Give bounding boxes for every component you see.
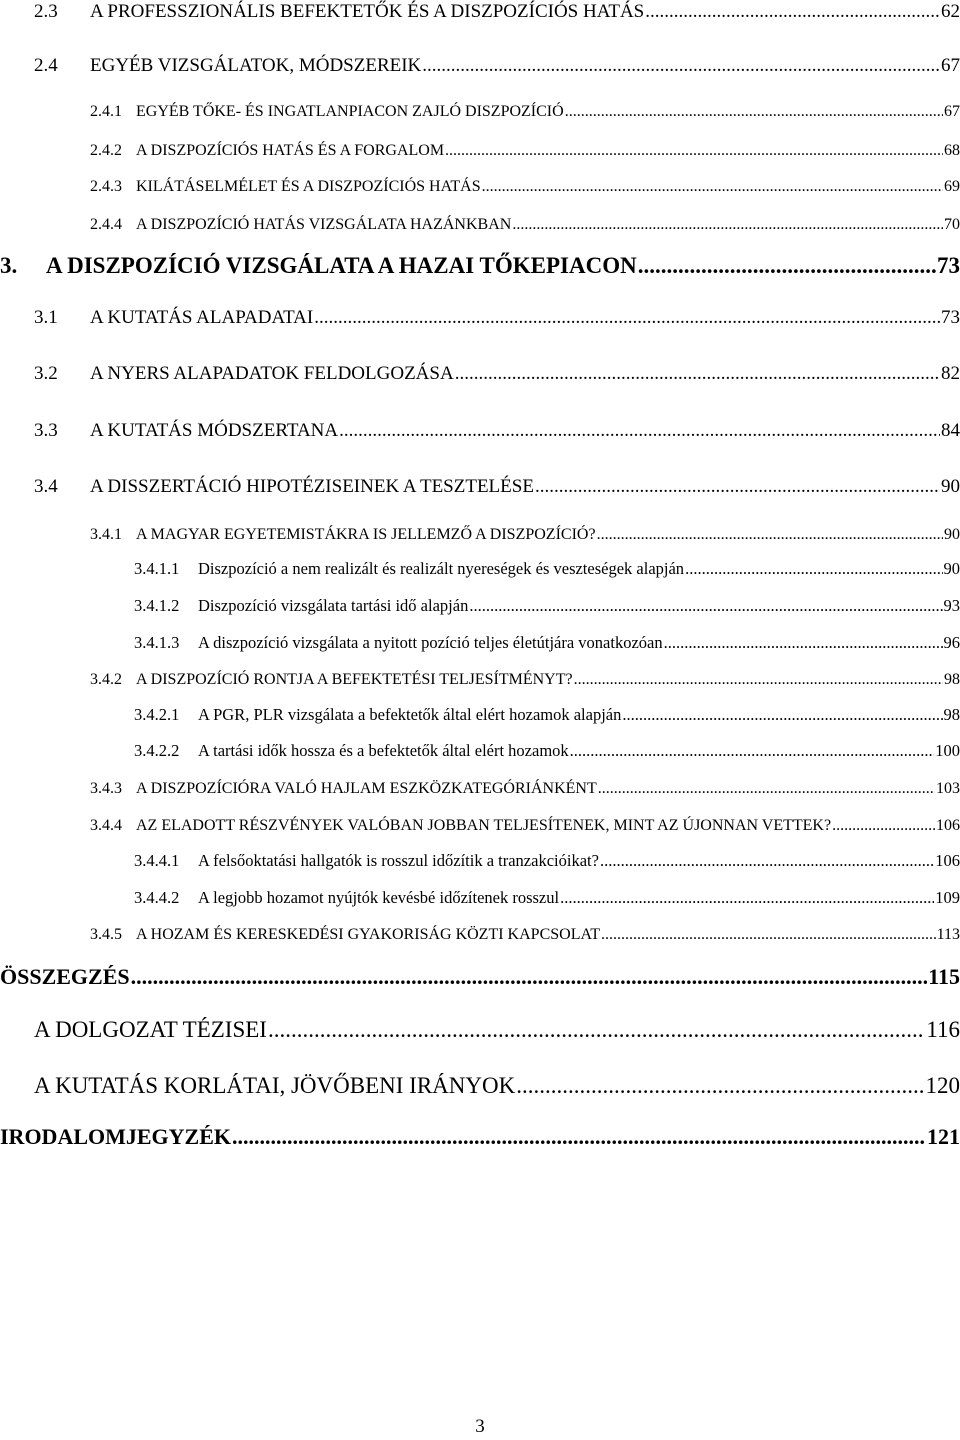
toc-entry-3-4-1-3 [134, 635, 960, 652]
toc-entry-title: A DISZPOZÍCIÓ RONTJA A BEFEKTETÉSI TELJESÍTMÉNYT? [136, 671, 573, 688]
toc-entry-3-4-3 [90, 781, 960, 797]
toc-entry-title: A DISZPOZÍCIÓS HATÁS ÉS A FORGALOM [136, 142, 445, 159]
toc-entry-page: 67 [941, 55, 960, 76]
toc-entry-page: 68 [944, 142, 960, 159]
toc-entry-page: 113 [936, 926, 960, 943]
toc-entry-3-4-2-2 [134, 743, 960, 760]
toc-entry-page: 120 [925, 1073, 960, 1098]
toc-dot-leader [535, 477, 940, 496]
toc-entry-2-3 [34, 2, 960, 21]
toc-entry-number: 3.3 [34, 420, 58, 441]
toc-dot-leader [482, 179, 943, 195]
toc-dot-leader [469, 598, 942, 615]
toc-entry-page: 98 [944, 671, 960, 688]
toc-dot-leader [314, 308, 940, 327]
toc-entry-number: 3.4.1 [90, 526, 122, 543]
toc-entry-3-4-4-2 [134, 890, 960, 907]
toc-dot-leader [422, 56, 940, 75]
toc-dot-leader [645, 2, 940, 21]
toc-entry-page: 90 [941, 476, 960, 497]
toc-entry-3-3 [34, 421, 960, 440]
toc-dot-leader [570, 743, 935, 760]
toc-entry-3-4-2 [90, 672, 960, 688]
toc-entry-title: IRODALOMJEGYZÉK [0, 1124, 232, 1149]
toc-entry-title: A DOLGOZAT TÉZISEI [34, 1017, 267, 1042]
toc-entry-title: A PROFESSZIONÁLIS BEFEKTETŐK ÉS A DISZPOZÍCIÓS HATÁS [90, 1, 645, 22]
toc-entry-number: 2.4.1 [90, 103, 122, 120]
toc-dot-leader [598, 781, 935, 797]
toc-entry-2-4-2 [90, 143, 960, 159]
toc-entry-page: 103 [936, 780, 960, 797]
toc-entry-title: A KUTATÁS KORLÁTAI, JÖVŐBENI IRÁNYOK [34, 1073, 516, 1098]
toc-entry-number: 3.4.1.2 [134, 596, 180, 615]
toc-entry-title: EGYÉB VIZSGÁLATOK, MÓDSZEREIK [90, 55, 422, 76]
toc-entry-title: A DISZPOZÍCIÓ HATÁS VIZSGÁLATA HAZÁNKBAN [136, 216, 512, 233]
toc-entry-title: A DISZPOZÍCIÓ VIZSGÁLATA A HAZAI TŐKEPIACON [46, 253, 637, 278]
toc-entry-number: 3.4.2.1 [134, 705, 180, 724]
toc-dot-leader [560, 890, 934, 907]
toc-entry-osszegzes [0, 966, 960, 988]
toc-entry-number: 2.4.2 [90, 142, 122, 159]
toc-entry-tezisek [34, 1018, 960, 1041]
toc-entry-3-4-1-1 [134, 561, 960, 578]
toc-entry-title: A felsőoktatási hallgatók is rosszul időzítik a tranzakcióikat? [198, 851, 599, 870]
toc-entry-page: 70 [944, 216, 960, 233]
toc-entry-page: 116 [926, 1017, 960, 1042]
toc-entry-3-4-1 [90, 527, 960, 543]
toc-dot-leader [601, 927, 936, 943]
toc-entry-3-4-4-1 [134, 853, 960, 870]
toc-entry-page: 100 [935, 741, 960, 760]
toc-entry-number: 3.4.1.1 [134, 559, 180, 578]
toc-entry-3-1 [34, 308, 960, 327]
toc-entry-page: 106 [935, 851, 960, 870]
toc-dot-leader [232, 1126, 926, 1148]
toc-entry-3-4 [34, 477, 960, 496]
toc-entry-number: 2.4 [34, 55, 58, 76]
toc-entry-title: Diszpozíció a nem realizált és realizált nyereségek és veszteségek alapján [198, 559, 685, 578]
toc-dot-leader [597, 527, 943, 543]
toc-entry-title: A PGR, PLR vizsgálata a befektetők által elért hozamok alapján [198, 705, 622, 724]
toc-entry-page: 73 [941, 307, 960, 328]
toc-entry-page: 84 [941, 420, 960, 441]
toc-entry-number: 3.4.4 [90, 817, 122, 834]
toc-entry-title: A DISZPOZÍCIÓRA VALÓ HAJLAM ESZKÖZKATEGÓRIÁNKÉNT [136, 780, 597, 797]
toc-entry-page: 98 [943, 705, 960, 724]
toc-entry-2-4 [34, 56, 960, 75]
toc-entry-2-4-4 [90, 217, 960, 233]
toc-entry-page: 90 [943, 559, 960, 578]
toc-entry-number: 3.4 [34, 476, 58, 497]
toc-dot-leader [512, 217, 943, 233]
toc-entry-irodalomjegyzek [0, 1126, 960, 1148]
toc-entry-number: 3.4.1.3 [134, 633, 180, 652]
toc-entry-title: A HOZAM ÉS KERESKEDÉSI GYAKORISÁG KÖZTI KAPCSOLAT [136, 926, 601, 943]
toc-entry-number: 3.4.4.2 [134, 888, 180, 907]
toc-entry-number: 3. [0, 253, 18, 278]
toc-entry-korlatok [34, 1074, 960, 1097]
page-number: 3 [475, 1416, 485, 1437]
toc-entry-3-4-2-1 [134, 707, 960, 724]
toc-dot-leader [268, 1018, 925, 1041]
toc-entry-title: A legjobb hozamot nyújtók kevésbé időzítenek rosszul [198, 888, 560, 907]
toc-dot-leader [832, 818, 935, 834]
toc-dot-leader [685, 561, 942, 578]
toc-entry-page: 82 [941, 363, 960, 384]
toc-entry-title: KILÁTÁSELMÉLET ÉS A DISZPOZÍCIÓS HATÁS [136, 178, 481, 195]
toc-entry-3-2 [34, 364, 960, 383]
toc-dot-leader [600, 853, 934, 870]
toc-entry-3 [0, 254, 960, 277]
toc-entry-number: 3.2 [34, 363, 58, 384]
toc-entry-number: 2.3 [34, 1, 58, 22]
toc-entry-page: 90 [944, 526, 960, 543]
toc-dot-leader [565, 104, 943, 120]
toc-entry-page: 67 [944, 103, 960, 120]
toc-dot-leader [664, 635, 943, 652]
toc-entry-page: 73 [937, 253, 960, 278]
toc-entry-2-4-1 [90, 104, 960, 120]
toc-entry-number: 3.1 [34, 307, 58, 328]
toc-entry-3-4-4 [90, 818, 960, 834]
toc-entry-page: 109 [935, 888, 960, 907]
toc-entry-page: 96 [943, 633, 960, 652]
toc-entry-3-4-1-2 [134, 598, 960, 615]
toc-dot-leader [638, 254, 936, 277]
toc-entry-page: 106 [936, 817, 960, 834]
toc-entry-title: AZ ELADOTT RÉSZVÉNYEK VALÓBAN JOBBAN TELJESÍTENEK, MINT AZ ÚJONNAN VETTEK? [136, 817, 832, 834]
toc-entry-title: A diszpozíció vizsgálata a nyitott pozíció teljes életútjára vonatkozóan [198, 633, 663, 652]
toc-dot-leader [516, 1074, 924, 1097]
toc-entry-title: A tartási idők hossza és a befektetők által elért hozamok [198, 741, 569, 760]
toc-dot-leader [131, 966, 928, 988]
toc-entry-title: A NYERS ALAPADATOK FELDOLGOZÁSA [90, 363, 454, 384]
toc-entry-number: 3.4.5 [90, 926, 122, 943]
toc-entry-title: A MAGYAR EGYETEMISTÁKRA IS JELLEMZŐ A DISZPOZÍCIÓ? [136, 526, 596, 543]
toc-dot-leader [622, 707, 942, 724]
toc-dot-leader [455, 364, 940, 383]
toc-entry-title: Diszpozíció vizsgálata tartási idő alapján [198, 596, 469, 615]
toc-entry-page: 93 [943, 596, 960, 615]
toc-entry-page: 115 [928, 964, 960, 989]
toc-entry-number: 3.4.2 [90, 671, 122, 688]
toc-entry-page: 121 [927, 1124, 960, 1149]
toc-entry-title: ÖSSZEGZÉS [0, 964, 130, 989]
toc-entry-number: 2.4.4 [90, 216, 122, 233]
toc-entry-3-4-5 [90, 927, 960, 943]
toc-entry-title: EGYÉB TŐKE- ÉS INGATLANPIACON ZAJLÓ DISZPOZÍCIÓ [136, 103, 564, 120]
toc-entry-number: 3.4.2.2 [134, 741, 180, 760]
toc-entry-title: A KUTATÁS MÓDSZERTANA [90, 420, 339, 441]
toc-dot-leader [574, 672, 943, 688]
toc-entry-number: 2.4.3 [90, 178, 122, 195]
toc-entry-title: A KUTATÁS ALAPADATAI [90, 307, 314, 328]
toc-dot-leader [339, 421, 940, 440]
toc-entry-number: 3.4.3 [90, 780, 122, 797]
toc-entry-title: A DISSZERTÁCIÓ HIPOTÉZISEINEK A TESZTELÉSE [90, 476, 534, 497]
toc-entry-page: 62 [941, 1, 960, 22]
toc-entry-2-4-3 [90, 179, 960, 195]
toc-entry-number: 3.4.4.1 [134, 851, 180, 870]
toc-dot-leader [445, 143, 943, 159]
toc-entry-page: 69 [944, 178, 960, 195]
